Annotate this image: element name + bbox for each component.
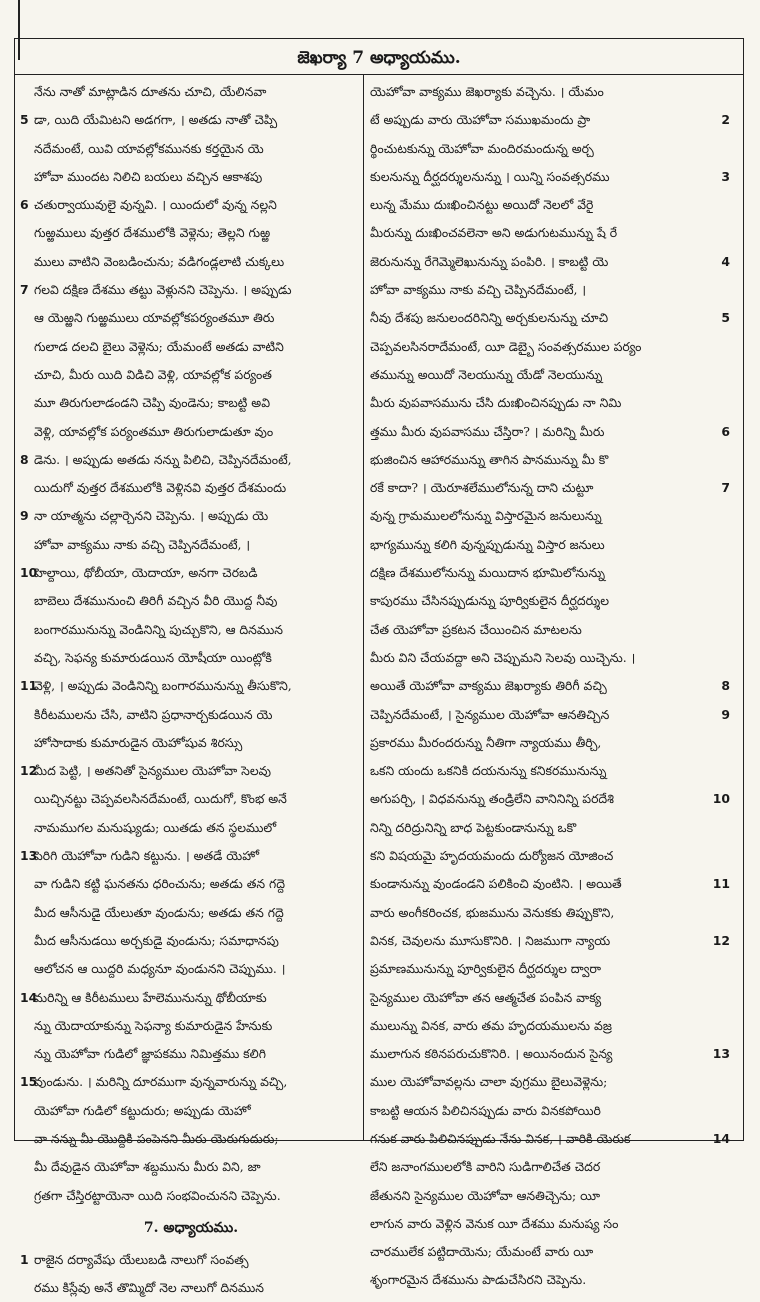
- text-line: [370, 785, 730, 813]
- line-text: న్ను యెహోవా గుడిలో జ్ఞాపకము నిమిత్తము కలిగి: [34, 1046, 266, 1062]
- line-text: శృంగారమైన దేశమును పాడుచేసిరని చెప్పెను.: [370, 1272, 587, 1288]
- chapter-heading: 7. అధ్యాయము.: [143, 1219, 239, 1236]
- verse-number: 11: [20, 678, 38, 694]
- line-text: అయితే యెహోవా వాక్యము జెఖర్యాకు తిరిగీ వచ్చి: [370, 678, 607, 694]
- text-line: [370, 1097, 712, 1125]
- line-text: కాపురము చేసినప్పుడున్ను పూర్వికులైన దీర్ఘదర్శుల: [370, 593, 610, 609]
- line-text: వినక, చెవులను మూసుకొనిరి. । నిజముగా న్యాయ: [370, 932, 611, 948]
- verse-number: 3: [721, 168, 730, 184]
- line-text: డెను. । అప్పుడు అతడు నన్ను పిలిచి, చెప్పినదేమంటే,: [34, 451, 292, 467]
- line-text: లున్న మేము దుఃఖించినట్టు అయిదో నెలలో వేరై: [370, 197, 594, 213]
- line-text: మీ దేవుడైన యెహోవా శబ్దమును మీరు విని, జా: [34, 1159, 261, 1175]
- line-text: న్ను యెదాయాకున్ను సెఫన్యా కుమారుడైన హేనుకు: [34, 1017, 273, 1033]
- verse-number: 12: [712, 932, 730, 948]
- line-text: యెహోవా గుడిలో కట్టుదురు; అప్పుడు యెహో: [34, 1102, 251, 1118]
- column-divider: [363, 74, 364, 1141]
- text-line: [370, 927, 730, 955]
- text-line: [370, 502, 712, 530]
- verse-number: 13: [712, 1046, 730, 1062]
- line-text: పెరిగి యెహోవా గుడిని కట్టును. । అతడే యెహో: [34, 848, 260, 864]
- verse-number: 9: [721, 706, 730, 722]
- text-line: [20, 248, 362, 276]
- text-line: [20, 644, 362, 672]
- text-line: [370, 1238, 712, 1266]
- line-text: మరిన్ని ఆ కిరీటములు హేలెమునున్ను థోబీయాకు: [34, 989, 267, 1005]
- text-line: [370, 729, 712, 757]
- text-line: [370, 163, 730, 191]
- line-text: యిదుగో వుత్తర దేశములోకి వెళ్లినవి వుత్తర దేశమందు: [34, 480, 287, 496]
- line-text: మీరు విని చేయవద్దా అని చెప్పుమని సెలవు యిచ్చెను. ।: [370, 649, 636, 665]
- text-line: [370, 1040, 730, 1068]
- verse-number: 9: [20, 508, 29, 524]
- text-line: [20, 1040, 362, 1068]
- text-line: [370, 672, 730, 700]
- line-text: కిరీటములను చేసి, వాటిని ప్రధానార్చకుడయిన యె: [34, 706, 273, 722]
- text-line: [20, 304, 362, 332]
- text-line: [20, 418, 362, 446]
- text-line: [20, 1125, 362, 1153]
- text-line: [370, 559, 712, 587]
- text-line: [20, 616, 362, 644]
- text-line: [370, 1210, 712, 1238]
- left-column: [20, 78, 362, 1302]
- line-text: హోవా వాక్యము నాకు వచ్చి చెప్పినదేమంటే, ।: [34, 536, 251, 552]
- text-line: [20, 1068, 362, 1096]
- text-line: [20, 955, 362, 983]
- text-line: [370, 333, 712, 361]
- verse-number: 10: [712, 791, 730, 807]
- line-text: కుండానున్ను వుండండని పలికించి వుంటిని. । అయితే: [370, 876, 622, 892]
- text-line: [370, 984, 712, 1012]
- verse-number: 12: [20, 763, 38, 779]
- text-line: [20, 927, 362, 955]
- line-text: వారు అంగీకరించక, భుజమును వెనుకకు తిప్పుకొని,: [370, 904, 615, 920]
- line-text: రము కిస్లేవు అనే తొమ్మిదో నెల నాలుగో దినమున: [34, 1280, 264, 1296]
- text-line: [370, 955, 712, 983]
- text-line: [370, 418, 730, 446]
- line-text: మీరున్ను దుఃఖించవలెనా అని అడుగుటమున్ను షే రే: [370, 225, 618, 241]
- line-text: యిచ్చినట్టు చెప్పవలసినదేమంటే, యిదుగో, కొంభ అనే: [34, 791, 287, 807]
- text-line: [370, 474, 730, 502]
- text-line: [370, 616, 712, 644]
- text-line: [20, 1182, 362, 1210]
- line-text: మీద పెట్టి, । అతనితో సైన్యముల యెహోవా సెలవు: [34, 763, 272, 779]
- text-line: [20, 672, 362, 700]
- text-line: [20, 219, 362, 247]
- text-line: [20, 1274, 362, 1302]
- text-line: [370, 1068, 712, 1096]
- text-line: [370, 531, 712, 559]
- line-text: జేతునని సైన్యముల యెహోవా ఆనతిచ్చెను; యీ: [370, 1187, 601, 1203]
- line-text: చేత యెహోవా ప్రకటన చేయించిన మాటలను: [370, 621, 582, 637]
- text-line: [20, 474, 362, 502]
- line-text: వచ్చి, సెఫన్య కుమారుడయిన యోషీయా యింట్లోకి: [34, 649, 272, 665]
- text-line: [370, 361, 712, 389]
- text-line: [370, 1153, 712, 1181]
- text-line: [370, 389, 712, 417]
- line-text: మీద ఆసీనుడై యేలుతూ వుండును; అతడు తన గద్దె: [34, 904, 284, 920]
- text-line: [20, 446, 362, 474]
- text-line: [20, 333, 362, 361]
- text-line: [370, 587, 712, 615]
- line-text: కాబట్టి ఆయన పిలిచినప్పుడు వారు వినకపోయిరి: [370, 1102, 601, 1118]
- text-line: [20, 502, 362, 530]
- verse-number: 6: [721, 423, 730, 439]
- text-line: [20, 389, 362, 417]
- line-text: త్తము మీరు వుపవాసము చేస్తిరా? । మరిన్ని మీరు: [370, 423, 605, 439]
- text-line: [20, 191, 362, 219]
- line-text: ముల యెహోవావల్లను చాలా వుగ్రము బైలువెళ్లెను;: [370, 1074, 608, 1090]
- line-text: చెప్పినదేమంటే, । సైన్యముల యెహోవా ఆనతిచ్చిన: [370, 706, 610, 722]
- line-text: వున్న గ్రామములలోనున్ను విస్తారమైన జనులున్ను: [370, 508, 602, 524]
- verse-number: 11: [712, 876, 730, 892]
- text-line: [20, 701, 362, 729]
- text-line: [370, 248, 730, 276]
- verse-number: 8: [20, 451, 29, 467]
- line-text: ములు వాటిని వెంబడించును; వడిగండ్లలాటి చుక్కలు: [34, 253, 285, 269]
- text-line: [370, 644, 712, 672]
- text-line: [370, 870, 730, 898]
- line-text: ములాగున కఠినపరుచుకొనిరి. । అయినందున సైన్య: [370, 1046, 613, 1062]
- line-text: టే అప్పుడు వారు యెహోవా సముఖమందు ప్రా: [370, 112, 591, 128]
- verse-number: 1: [20, 1251, 29, 1267]
- line-text: భాగ్యమున్ను కలిగి వున్నప్పుడున్ను విస్తార జనులు: [370, 536, 605, 552]
- line-text: నిన్ని దరిద్రునిన్ని బాధ పెట్టకుండానున్ను ఒకొ: [370, 819, 577, 835]
- verse-number: 14: [20, 989, 38, 1005]
- line-text: బంగారమునున్ను వెండినిన్ని పుచ్చుకొని, ఆ దినమున: [34, 621, 283, 637]
- line-text: వుండును. । మరిన్ని దూరముగా వున్నవారున్ను వచ్చి,: [34, 1074, 288, 1090]
- verse-number: 13: [20, 848, 38, 864]
- line-text: గుఱ్ఱములు వుత్తర దేశములోకి వెళ్లెను; తెల్లని గుఱ్ఱ: [34, 225, 271, 241]
- verse-number: 14: [712, 1130, 730, 1146]
- line-text: యెహోవా వాక్యము జెఖర్యాకు వచ్చెను. । యేమం: [370, 84, 604, 99]
- line-text: ఒకని యందు ఒకనికి దయనున్ను కనికరమునున్ను: [370, 763, 607, 779]
- line-text: ఆలోచన ఆ యిద్దరి మధ్యనూ వుండునని చెప్పుము. ।: [34, 961, 286, 977]
- line-text: నా యాత్మను చల్లార్చెనని చెప్పెను. । అప్పుడు యె: [34, 508, 269, 524]
- line-text: దక్షిణ దేశములోనున్ను మయిదాన భూమిలోనున్ను: [370, 565, 606, 581]
- line-text: ఆ యెఱ్ఱని గుఱ్ఱములు యావల్లోకపర్యంతమూ తిరు: [34, 310, 275, 326]
- line-text: ప్రమాణమునున్ను పూర్వికులైన దీర్ఘదర్శుల ద్వారా: [370, 961, 601, 977]
- line-text: ర్థించుటకున్ను యెహోవా మందిరమందున్న అర్చ: [370, 140, 594, 156]
- text-line: [370, 135, 712, 163]
- verse-number: 4: [721, 253, 730, 269]
- line-text: కులనున్ను దీర్ఘదర్శులనున్ను । యిన్ని సంవత్సరము: [370, 168, 610, 184]
- text-line: [20, 814, 362, 842]
- line-text: హోసాదాకు కుమారుడైన యెహోషువ శిరస్సు: [34, 734, 243, 750]
- header-rule: [14, 74, 744, 75]
- text-line: [20, 1012, 362, 1040]
- text-line: [370, 1182, 712, 1210]
- right-column: [370, 78, 730, 1295]
- line-text: చతుర్వాయువులై వున్నవి. । యిందులో వున్న నల్లని: [34, 197, 277, 213]
- line-text: చారములేక పట్టిదాయెను; యేమంటే వారు యీ: [370, 1244, 594, 1260]
- line-text: నేను నాతో మాట్లాడిన దూతను చూచి, యేలినవా: [34, 84, 267, 99]
- verse-number: 6: [20, 197, 29, 213]
- text-line: [370, 757, 712, 785]
- text-line: [20, 276, 362, 304]
- line-text: కని విషయమై హృదయమందు దుర్యోజన యోజించ: [370, 848, 614, 864]
- line-text: వా గుడిని కట్టి ఘనతను ధరించును; అతడు తన గద్దె: [34, 876, 285, 892]
- line-text: జెరునున్ను రేగెమ్మెలెఖునున్ను పంపిరి. । కాబట్టి యె: [370, 253, 609, 269]
- text-line: [20, 1097, 362, 1125]
- text-line: [370, 1266, 712, 1294]
- line-text: బాబెలు దేశమునుంచి తిరిగీ వచ్చిన వీరి యొద్ద నీవు: [34, 593, 278, 609]
- text-line: [20, 531, 362, 559]
- verse-number: 5: [20, 112, 29, 128]
- verse-number: 7: [20, 282, 29, 298]
- text-line: [370, 446, 712, 474]
- verse-number: 15: [20, 1074, 38, 1090]
- text-line: [20, 870, 362, 898]
- text-line: [370, 1012, 712, 1040]
- line-text: ప్రకారము మీరందరున్ను నీతిగా న్యాయము తీర్చి,: [370, 734, 602, 750]
- line-text: హెల్దాయి, థోబీయా, యెదాయా, అనగా చెరబడి: [34, 565, 258, 581]
- text-line: [370, 304, 730, 332]
- line-text: హోవా వాక్యము నాకు వచ్చి చెప్పినదేమంటే, ।: [370, 282, 587, 298]
- line-text: మీరు వుపవాసమును చేసి దుఃఖించినప్పుడు నా నిమి: [370, 395, 622, 411]
- line-text: మీద ఆసీనుడయి అర్చకుడై వుండును; సమాధానపు: [34, 932, 279, 948]
- line-text: గ్రతగా చేస్తిరట్టాయెనా యిది సంభవించునని చెప్పెను.: [34, 1187, 281, 1203]
- text-line: [370, 191, 712, 219]
- text-line: [20, 559, 362, 587]
- line-text: లాగున వారు వెళ్లిన వెనుక యీ దేశము మనుష్య సం: [370, 1215, 619, 1231]
- line-text: చెప్పవలసినరాదేమంటే, యీ డెబ్బై సంవత్సరముల పర్యం: [370, 338, 642, 354]
- running-head: జెఖర్యా 7 అధ్యాయము.: [297, 48, 461, 68]
- text-line: [20, 135, 362, 163]
- text-line: [370, 701, 730, 729]
- text-line: [370, 219, 712, 247]
- text-line: [20, 757, 362, 785]
- text-line: [20, 899, 362, 927]
- verse-number: 5: [721, 310, 730, 326]
- line-text: మూ తిరుగులాడండని చెప్పి వుండెను; కాబట్టి అవి: [34, 395, 271, 411]
- text-line: [20, 163, 362, 191]
- line-text: రకే కాదా? । యెరూశలేములోనున్న దాని చుట్టూ: [370, 480, 594, 496]
- text-line: [370, 814, 712, 842]
- line-text: డా, యిది యేమిటని అడగగా, । అతడు నాతో చెప్పి: [34, 112, 278, 128]
- line-text: హోవా ముందట నిలిచి బయలు వచ్చిన ఆకాశపు: [34, 168, 263, 184]
- line-text: భుజించిన ఆహారమున్ను తాగిన పానమున్ను మీ కొ: [370, 451, 609, 467]
- text-line: [20, 587, 362, 615]
- line-text: తమున్ను అయిదో నెలయున్ను యేడో నెలయున్ను: [370, 366, 603, 382]
- text-line: [370, 1125, 730, 1153]
- text-line: [20, 842, 362, 870]
- line-text: అగుపర్చి, । విధవనున్ను తండ్రిలేని వానినిన్ని పరదేశి: [370, 791, 614, 807]
- line-text: చూచి, మీరు యిది విడిచి వెళ్లి, యావల్లోక పర్యంత: [34, 366, 272, 382]
- line-text: వెళ్లి, యావల్లోక పర్యంతమూ తిరుగులాడుతూ వుం: [34, 423, 274, 439]
- line-text: రాజైన దర్యావేషు యేలుబడి నాలుగో సంవత్స: [34, 1251, 249, 1267]
- verse-number: 7: [721, 480, 730, 496]
- line-text: గులాడ దలచి బైలు వెళ్లెను; యేమంటే అతడు వాటిని: [34, 338, 284, 354]
- line-text: గలవి దక్షిణ దేశము తట్టు వెళ్లునని చెప్పెను. । అప్పుడు: [34, 282, 292, 298]
- text-line: [370, 842, 712, 870]
- text-line: [20, 1153, 362, 1181]
- text-line: [20, 785, 362, 813]
- line-text: వెళ్లి, । అప్పుడు వెండినిన్ని బంగారమునున్ను తీసుకొని,: [34, 678, 292, 694]
- line-text: నీవు దేశపు జనులందరినిన్ని అర్చకులనున్ను చూచి: [370, 310, 609, 326]
- text-line: [370, 106, 730, 134]
- line-text: నదేమంటే, యివి యావల్లోకమునకు కర్తయైన యె: [34, 140, 264, 156]
- line-text: గనుక వారు పిలిచినప్పుడు నేను వినక, । వారికి యెరుక: [370, 1130, 631, 1146]
- verse-number: 10: [20, 565, 38, 581]
- text-line: [20, 1246, 362, 1274]
- text-line: [370, 78, 712, 106]
- verse-number: 8: [721, 678, 730, 694]
- text-line: [20, 729, 362, 757]
- text-line: [20, 361, 362, 389]
- line-text: నామముగల మనుష్యుడు; యితడు తన స్థలములో: [34, 819, 277, 835]
- text-line: [370, 276, 712, 304]
- verse-number: 2: [721, 112, 730, 128]
- line-text: వా నన్ను మీ యొద్దికి పంపెనని మీరు యెరుగుదురు;: [34, 1130, 279, 1146]
- text-line: [20, 106, 362, 134]
- text-line: [370, 899, 712, 927]
- line-text: ములున్ను వినక, వారు తమ హృదయములను వజ్ర: [370, 1017, 612, 1033]
- text-line: [20, 984, 362, 1012]
- text-line: [20, 78, 362, 106]
- line-text: సైన్యముల యెహోవా తన ఆత్మచేత పంపిన వాక్య: [370, 989, 602, 1005]
- line-text: లేని జనాంగములలోకి వారిని సుడిగాలిచేత చెదర: [370, 1159, 601, 1175]
